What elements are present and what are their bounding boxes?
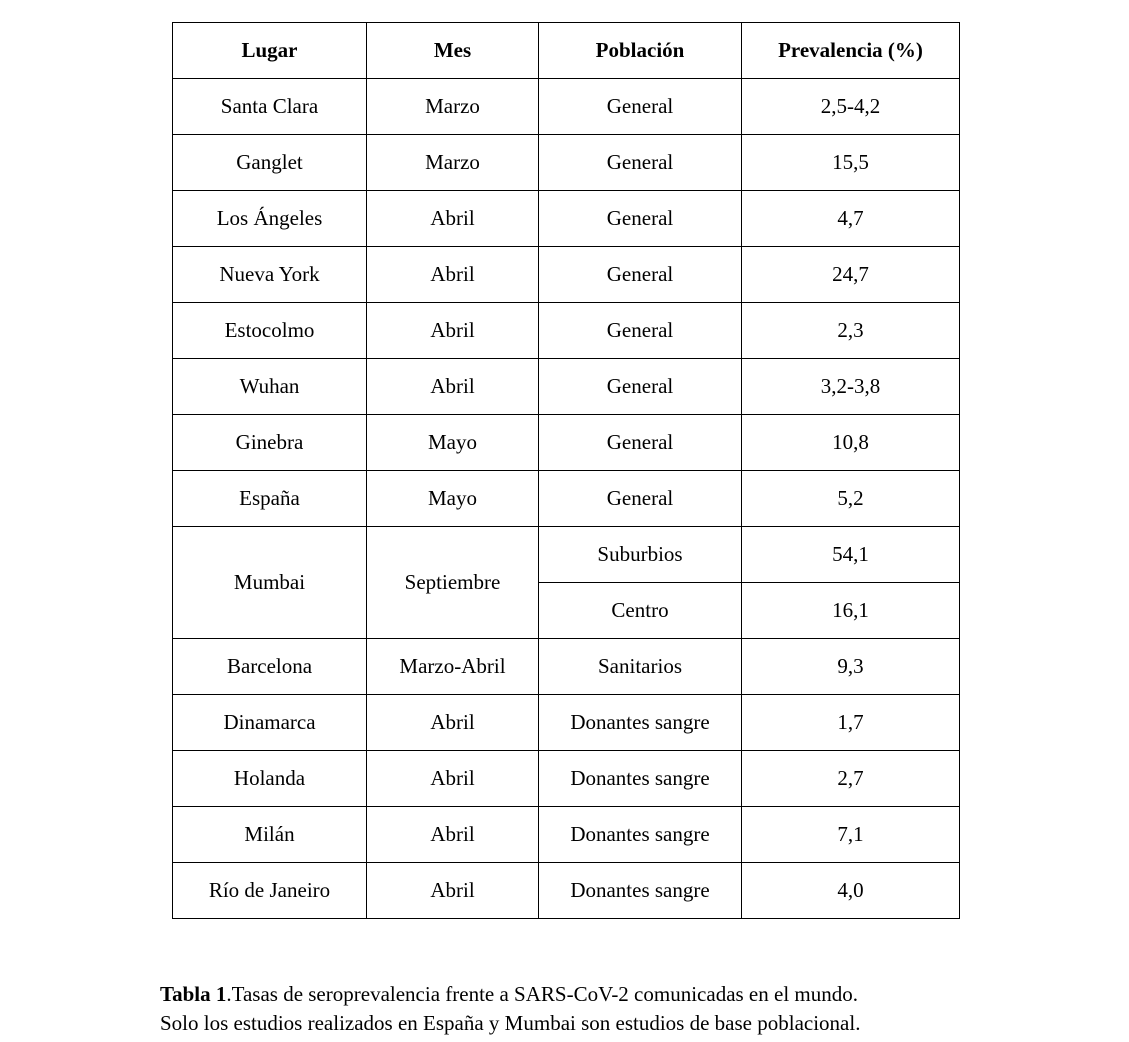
cell-mes: Marzo-Abril [367, 639, 539, 695]
table-row [173, 807, 960, 863]
table-caption [160, 980, 1060, 1038]
cell-mes: Abril [367, 751, 539, 807]
table-row [173, 359, 960, 415]
header-lugar: Lugar [173, 23, 367, 79]
table-header-row [173, 23, 960, 79]
cell-poblacion: Sanitarios [539, 639, 742, 695]
cell-mes: Abril [367, 191, 539, 247]
cell-poblacion: Donantes sangre [539, 695, 742, 751]
table-row [173, 751, 960, 807]
cell-poblacion: General [539, 359, 742, 415]
cell-poblacion: General [539, 415, 742, 471]
table-row [173, 79, 960, 135]
cell-poblacion: General [539, 79, 742, 135]
cell-lugar: Holanda [173, 751, 367, 807]
cell-prevalencia: 9,3 [742, 639, 960, 695]
cell-lugar: Barcelona [173, 639, 367, 695]
cell-poblacion: Centro [539, 583, 742, 639]
cell-mes: Abril [367, 863, 539, 919]
cell-prevalencia: 24,7 [742, 247, 960, 303]
cell-prevalencia: 2,5-4,2 [742, 79, 960, 135]
cell-lugar: Mumbai [173, 527, 367, 639]
table-row [173, 191, 960, 247]
cell-mes: Abril [367, 807, 539, 863]
cell-prevalencia: 1,7 [742, 695, 960, 751]
table-row [173, 247, 960, 303]
cell-lugar: Ginebra [173, 415, 367, 471]
cell-poblacion: Donantes sangre [539, 807, 742, 863]
cell-mes: Abril [367, 695, 539, 751]
cell-prevalencia: 2,7 [742, 751, 960, 807]
cell-prevalencia: 5,2 [742, 471, 960, 527]
cell-poblacion: Suburbios [539, 527, 742, 583]
cell-lugar: Santa Clara [173, 79, 367, 135]
cell-prevalencia: 7,1 [742, 807, 960, 863]
table-row [173, 415, 960, 471]
table-row [173, 303, 960, 359]
cell-poblacion: General [539, 247, 742, 303]
cell-poblacion: General [539, 303, 742, 359]
cell-mes: Abril [367, 359, 539, 415]
cell-mes: Septiembre [367, 527, 539, 639]
caption-label: Tabla 1 [160, 982, 227, 1006]
cell-mes: Mayo [367, 415, 539, 471]
cell-prevalencia: 10,8 [742, 415, 960, 471]
cell-lugar: Ganglet [173, 135, 367, 191]
table-row [173, 527, 960, 583]
cell-mes: Marzo [367, 135, 539, 191]
cell-lugar: España [173, 471, 367, 527]
cell-prevalencia: 54,1 [742, 527, 960, 583]
cell-prevalencia: 2,3 [742, 303, 960, 359]
cell-lugar: Los Ángeles [173, 191, 367, 247]
header-mes: Mes [367, 23, 539, 79]
cell-lugar: Estocolmo [173, 303, 367, 359]
table-row [173, 639, 960, 695]
caption-text-1: .Tasas de seroprevalencia frente a SARS-CoV-2 comunicadas en el mundo. [226, 982, 858, 1006]
cell-prevalencia: 3,2-3,8 [742, 359, 960, 415]
cell-prevalencia: 4,0 [742, 863, 960, 919]
header-prevalencia: Prevalencia (%) [742, 23, 960, 79]
table-row [173, 863, 960, 919]
cell-lugar: Milán [173, 807, 367, 863]
cell-lugar: Nueva York [173, 247, 367, 303]
cell-prevalencia: 4,7 [742, 191, 960, 247]
cell-poblacion: General [539, 191, 742, 247]
cell-poblacion: General [539, 135, 742, 191]
cell-poblacion: General [539, 471, 742, 527]
caption-line-1 [160, 980, 1060, 1009]
cell-lugar: Río de Janeiro [173, 863, 367, 919]
table-row [173, 695, 960, 751]
seroprevalence-table [172, 22, 960, 919]
caption-line-2: Solo los estudios realizados en España y Mumbai son estudios de base poblacional. [160, 1011, 861, 1035]
cell-poblacion: Donantes sangre [539, 751, 742, 807]
cell-mes: Mayo [367, 471, 539, 527]
cell-prevalencia: 15,5 [742, 135, 960, 191]
cell-lugar: Dinamarca [173, 695, 367, 751]
header-poblacion: Población [539, 23, 742, 79]
cell-mes: Marzo [367, 79, 539, 135]
table-row [173, 471, 960, 527]
table-row [173, 135, 960, 191]
cell-poblacion: Donantes sangre [539, 863, 742, 919]
cell-lugar: Wuhan [173, 359, 367, 415]
cell-mes: Abril [367, 303, 539, 359]
cell-prevalencia: 16,1 [742, 583, 960, 639]
cell-mes: Abril [367, 247, 539, 303]
